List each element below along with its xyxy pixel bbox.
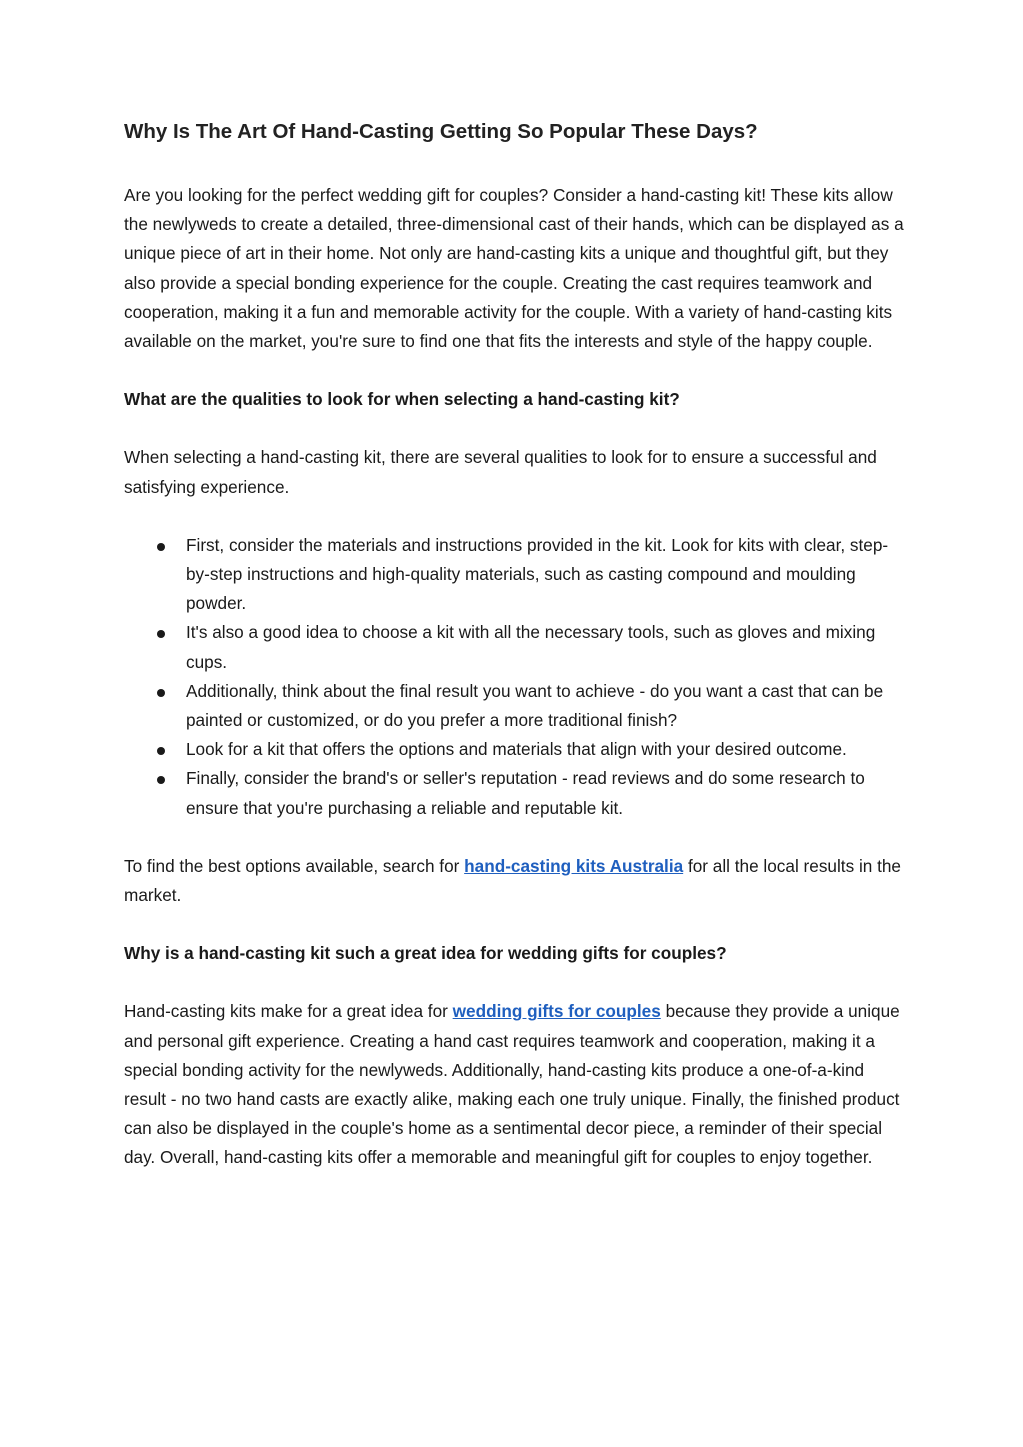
list-item (186, 618, 904, 676)
list-item-text: Additionally, think about the final result you want to achieve - do you want a cast that can be painted or customized, or do you prefer a more traditional finish? (186, 680, 884, 731)
document-page (124, 118, 904, 1202)
list-item-text: Finally, consider the brand's or seller's reputation - read reviews and do some research to ensure that you're purchasing a reliable and reputable kit. (186, 768, 865, 818)
list-item-text: Look for a kit that offers the options and materials that align with your desired outcome. (186, 739, 847, 760)
bullet-icon (157, 747, 165, 755)
bullet-icon (157, 630, 165, 638)
qualities-intro-paragraph: When selecting a hand-casting kit, there are several qualities to look for to ensure a successful and satisfying experience. (124, 447, 877, 497)
list-item-text: It's also a good idea to choose a kit with all the necessary tools, such as gloves and mixing cups. (186, 622, 876, 672)
document-title: Why Is The Art Of Hand-Casting Getting So Popular These Days? (124, 120, 758, 143)
wedding-gifts-text-after: because they provide a unique and personal gift experience. Creating a hand cast requires teamwork and cooperation, making it a special bonding activity for the newlyweds. Additionally, hand-casting kits produce a one-of-a-kind result - no two hand casts are exactly alike, making each one truly unique. Finally, the finished product can also be displayed in the couple's home as a sentimental decor piece, a reminder of their special day. Overall, hand-casting kits offer a memorable and meaningful gift for couples to enjoy together. (124, 1001, 900, 1168)
search-suggestion-text-after: for all the local results in the market. (124, 855, 901, 906)
bullet-icon (157, 776, 165, 784)
list-item (186, 735, 904, 764)
list-item (186, 531, 904, 619)
list-item (186, 764, 904, 822)
section-heading-wedding-gifts: Why is a hand-casting kit such a great idea for wedding gifts for couples? (124, 943, 727, 964)
intro-paragraph: Are you looking for the perfect wedding gift for couples? Consider a hand-casting kit! These kits allow the newlyweds to create a detailed, three-dimensional cast of their hands, which can be displayed as a unique piece of art in their home. Not only are hand-casting kits a unique and thoughtful gift, but they also provide a special bonding experience for the couple. Creating the cast requires teamwork and cooperation, making it a fun and memorable activity for the couple. With a variety of hand-casting kits available on the market, you're sure to find one that fits the interests and style of the happy couple. (124, 185, 904, 352)
qualities-list (124, 531, 904, 823)
list-item (186, 677, 904, 735)
section-heading-qualities: What are the qualities to look for when selecting a hand-casting kit? (124, 389, 680, 410)
search-suggestion-paragraph (124, 852, 904, 910)
wedding-gifts-paragraph (124, 997, 904, 1172)
wedding-gifts-text-before: Hand-casting kits make for a great idea for (124, 1001, 453, 1022)
wedding-gifts-for-couples-link[interactable]: wedding gifts for couples (452, 1001, 661, 1022)
search-suggestion-text-before: To find the best options available, search for (124, 855, 465, 876)
bullet-icon (157, 543, 165, 551)
bullet-icon (157, 689, 165, 697)
hand-casting-kits-australia-link[interactable]: hand-casting kits Australia (464, 855, 684, 876)
list-item-text: First, consider the materials and instructions provided in the kit. Look for kits with clear, step-by-step instructions and high-quality materials, such as casting compound and moulding powder. (186, 534, 889, 614)
